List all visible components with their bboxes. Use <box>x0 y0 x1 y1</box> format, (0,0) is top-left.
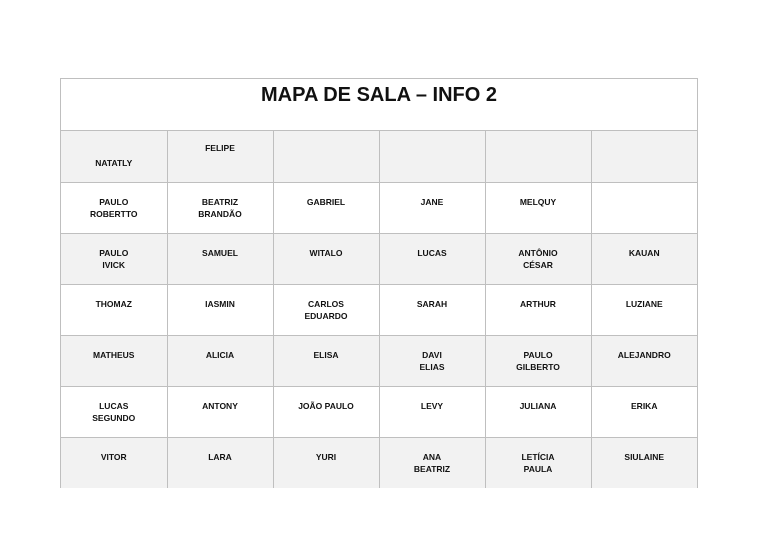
seat-cell: KAUAN <box>591 233 697 284</box>
seat-cell: THOMAZ <box>61 284 167 335</box>
seat-cell: ANA BEATRIZ <box>379 437 485 488</box>
seat-cell <box>485 131 591 182</box>
seat-cell: YURI <box>273 437 379 488</box>
seat-cell <box>591 182 697 233</box>
seat-cell: WITALO <box>273 233 379 284</box>
table-row <box>61 284 697 335</box>
table-row <box>61 386 697 437</box>
seat-cell: LETÍCIA PAULA <box>485 437 591 488</box>
seat-cell: LUZIANE <box>591 284 697 335</box>
seating-chart <box>60 78 698 488</box>
table-row <box>61 437 697 488</box>
seat-cell: ALICIA <box>167 335 273 386</box>
seat-cell: SIULAINE <box>591 437 697 488</box>
seat-cell: ARTHUR <box>485 284 591 335</box>
table-row <box>61 182 697 233</box>
seat-cell: ALEJANDRO <box>591 335 697 386</box>
seat-cell: LUCAS <box>379 233 485 284</box>
seat-cell <box>273 131 379 182</box>
seat-cell: SAMUEL <box>167 233 273 284</box>
seat-cell: VITOR <box>61 437 167 488</box>
seat-cell: SARAH <box>379 284 485 335</box>
seating-table <box>61 131 697 488</box>
seat-cell: ERIKA <box>591 386 697 437</box>
seat-cell: ANTONY <box>167 386 273 437</box>
seat-cell: JOÃO PAULO <box>273 386 379 437</box>
seat-cell <box>379 131 485 182</box>
seat-cell: JULIANA <box>485 386 591 437</box>
seat-cell: DAVI ELIAS <box>379 335 485 386</box>
seat-cell: PAULO GILBERTO <box>485 335 591 386</box>
table-row <box>61 233 697 284</box>
seat-cell: PAULO IVICK <box>61 233 167 284</box>
table-row <box>61 131 697 182</box>
seat-cell: GABRIEL <box>273 182 379 233</box>
seat-cell: JANE <box>379 182 485 233</box>
seat-cell: ELISA <box>273 335 379 386</box>
table-row <box>61 335 697 386</box>
seat-cell: LUCAS SEGUNDO <box>61 386 167 437</box>
seat-cell: PAULO ROBERTTO <box>61 182 167 233</box>
seat-cell: MATHEUS <box>61 335 167 386</box>
seat-cell: CARLOS EDUARDO <box>273 284 379 335</box>
seat-cell: ANTÔNIO CÉSAR <box>485 233 591 284</box>
seat-cell: MELQUY <box>485 182 591 233</box>
seat-cell: FELIPE <box>167 131 273 182</box>
seat-cell: NATATLY <box>61 131 167 182</box>
seat-cell: IASMIN <box>167 284 273 335</box>
seat-cell <box>591 131 697 182</box>
page-title: MAPA DE SALA – INFO 2 <box>61 79 697 131</box>
seat-cell: BEATRIZ BRANDÃO <box>167 182 273 233</box>
seat-cell: LARA <box>167 437 273 488</box>
seat-cell: LEVY <box>379 386 485 437</box>
